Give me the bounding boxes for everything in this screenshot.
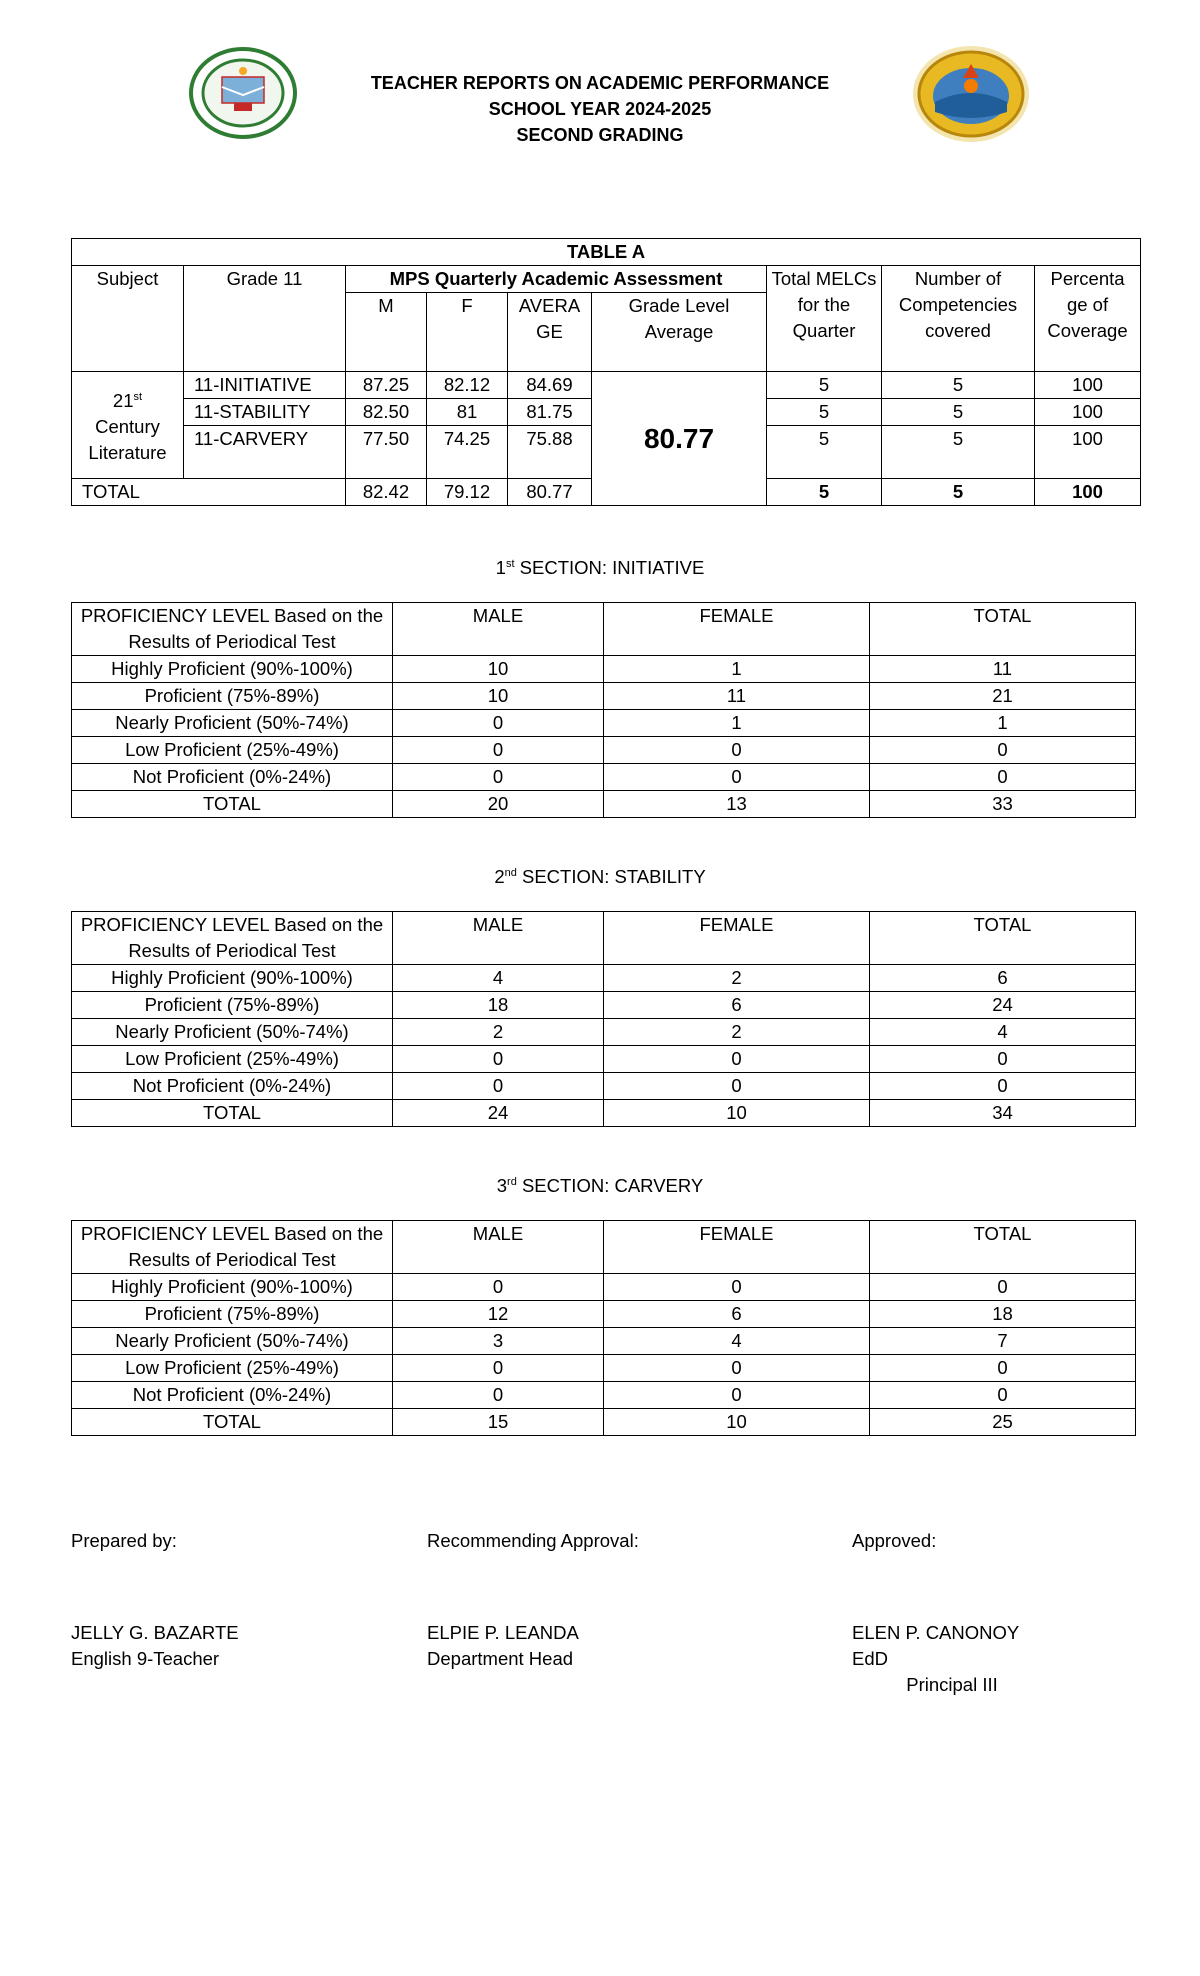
col-male: MALE (393, 603, 604, 656)
signatory-name: JELLY G. BAZARTE (71, 1622, 239, 1643)
table-row: Highly Proficient (90%-100%) 0 0 0 (72, 1274, 1136, 1301)
prepared-by-signatory (71, 1620, 239, 1672)
col-grade: Grade 11 (184, 266, 346, 372)
col-competencies: Number of Competencies covered (882, 266, 1035, 372)
col-proficiency-level: PROFICIENCY LEVEL Based on the Results of Periodical Test (72, 603, 393, 656)
table-total-row: TOTAL 20 13 33 (72, 791, 1136, 818)
table-total-row: TOTAL 24 10 34 (72, 1100, 1136, 1127)
recommending-signatory (427, 1620, 579, 1672)
col-total: TOTAL (870, 912, 1136, 965)
header-title: TEACHER REPORTS ON ACADEMIC PERFORMANCE (370, 73, 830, 93)
section-2-table (71, 911, 1136, 1127)
table-row: 11-STABILITY 82.50 81 81.75 5 5 100 (72, 399, 1141, 426)
section-3-table (71, 1220, 1136, 1436)
col-f: F (427, 293, 508, 372)
col-m: M (346, 293, 427, 372)
table-row: Not Proficient (0%-24%) 0 0 0 (72, 1382, 1136, 1409)
approved-label: Approved: (852, 1530, 937, 1551)
col-coverage: Percenta ge of Coverage (1035, 266, 1141, 372)
col-subject: Subject (72, 266, 184, 372)
grade-level-average-value: 80.77 (592, 372, 767, 506)
section-1-table (71, 602, 1136, 818)
table-row: 11-CARVERY 77.50 74.25 75.88 5 5 100 (72, 426, 1141, 479)
table-row: Proficient (75%-89%) 12 6 18 (72, 1301, 1136, 1328)
table-row: Low Proficient (25%-49%) 0 0 0 (72, 737, 1136, 764)
table-row: Nearly Proficient (50%-74%) 0 1 1 (72, 710, 1136, 737)
table-row: Proficient (75%-89%) 18 6 24 (72, 992, 1136, 1019)
col-female: FEMALE (604, 1221, 870, 1274)
prepared-by-label: Prepared by: (71, 1530, 177, 1551)
header-school-year: SCHOOL YEAR 2024-2025 (488, 99, 712, 119)
col-proficiency-level: PROFICIENCY LEVEL Based on the Results of Periodical Test (72, 912, 393, 965)
table-a-title: TABLE A (72, 239, 1141, 266)
table-row: Low Proficient (25%-49%) 0 0 0 (72, 1046, 1136, 1073)
table-a (71, 238, 1141, 506)
signatory-name: ELEN P. CANONOY EdD (852, 1622, 1019, 1669)
table-row: Not Proficient (0%-24%) 0 0 0 (72, 764, 1136, 791)
approved-signatory (852, 1620, 1052, 1698)
section-3-title: 3rd SECTION: CARVERY (496, 1175, 704, 1196)
col-average: AVERA GE (508, 293, 592, 372)
signatory-name: ELPIE P. LEANDA (427, 1622, 579, 1643)
section-2-title: 2nd SECTION: STABILITY (494, 866, 706, 887)
table-row: 21st Century Literature 11-INITIATIVE 87.25 82.12 84.69 80.77 5 5 100 (72, 372, 1141, 399)
col-proficiency-level: PROFICIENCY LEVEL Based on the Results of Periodical Test (72, 1221, 393, 1274)
signatory-title: Principal III (906, 1674, 998, 1695)
col-total: TOTAL (870, 1221, 1136, 1274)
col-male: MALE (393, 1221, 604, 1274)
col-grade-level-average: Grade Level Average (592, 293, 767, 372)
subject-cell: 21st Century Literature (72, 372, 184, 479)
col-female: FEMALE (604, 912, 870, 965)
recommending-approval-label: Recommending Approval: (427, 1530, 639, 1551)
section-1-title: 1st SECTION: INITIATIVE (495, 557, 705, 578)
division-seal-icon (188, 47, 298, 139)
report-header (300, 70, 900, 148)
table-total-row: TOTAL 15 10 25 (72, 1409, 1136, 1436)
col-female: FEMALE (604, 603, 870, 656)
school-seal-icon (905, 40, 1037, 148)
table-row: Nearly Proficient (50%-74%) 3 4 7 (72, 1328, 1136, 1355)
table-row: Not Proficient (0%-24%) 0 0 0 (72, 1073, 1136, 1100)
table-total-row: TOTAL 82.42 79.12 80.77 5 5 100 (72, 479, 1141, 506)
table-row: Low Proficient (25%-49%) 0 0 0 (72, 1355, 1136, 1382)
table-row: Highly Proficient (90%-100%) 10 1 11 (72, 656, 1136, 683)
signatory-title: English 9-Teacher (71, 1648, 220, 1669)
col-total: TOTAL (870, 603, 1136, 656)
table-row: Highly Proficient (90%-100%) 4 2 6 (72, 965, 1136, 992)
table-row: Nearly Proficient (50%-74%) 2 2 4 (72, 1019, 1136, 1046)
table-row: Proficient (75%-89%) 10 11 21 (72, 683, 1136, 710)
signatory-title: Department Head (427, 1648, 574, 1669)
header-grading: SECOND GRADING (516, 125, 684, 145)
col-mps: MPS Quarterly Academic Assessment (346, 266, 767, 293)
col-male: MALE (393, 912, 604, 965)
col-melcs: Total MELCs for the Quarter (767, 266, 882, 372)
